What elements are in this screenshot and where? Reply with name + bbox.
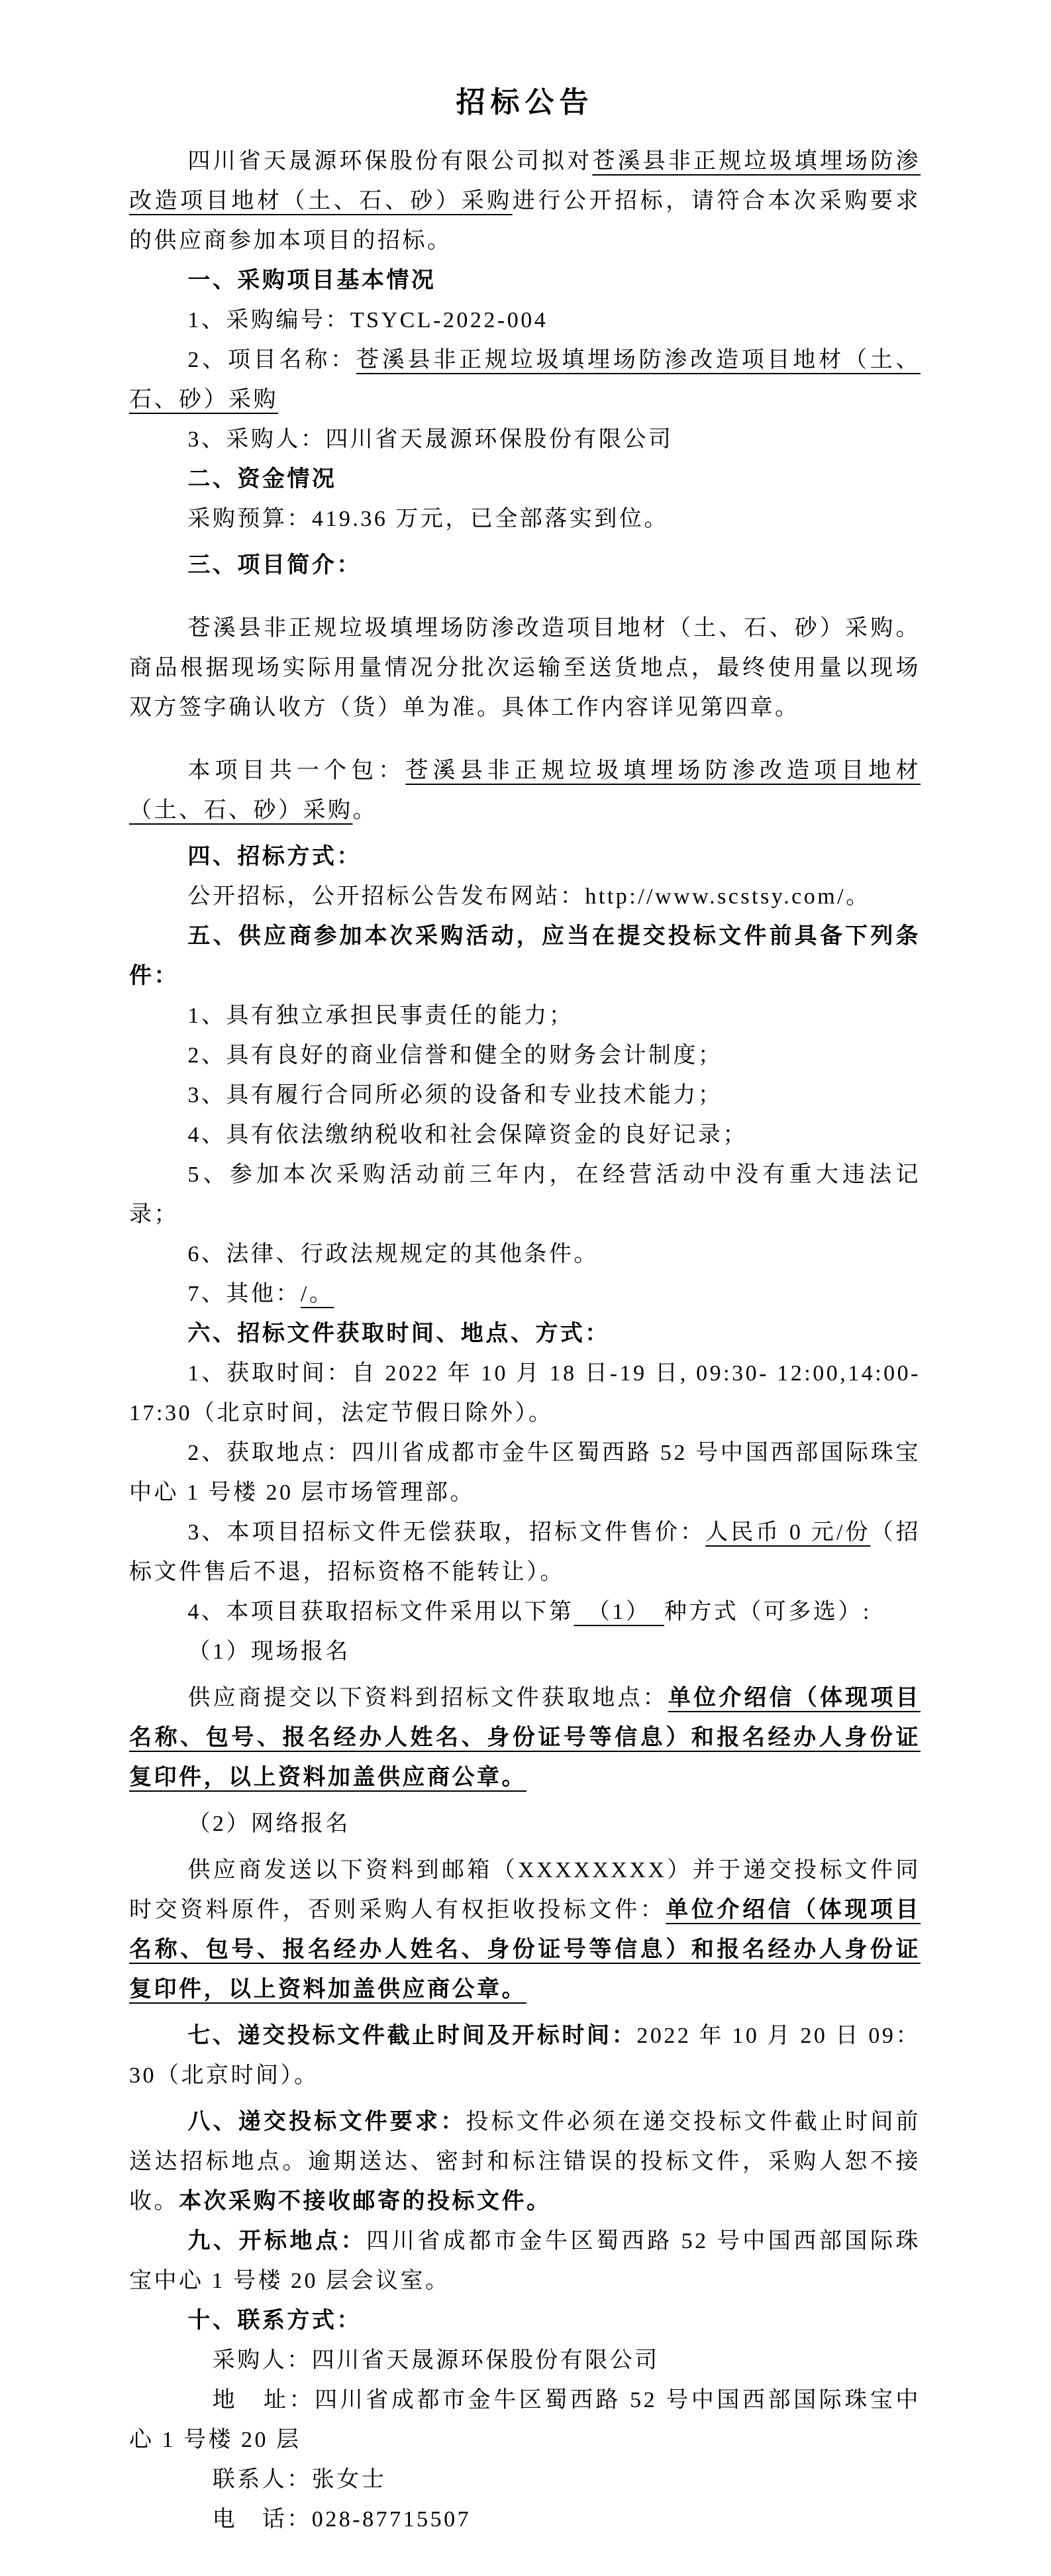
condition-item-5: [129, 1155, 921, 1235]
condition-item-2: [129, 1036, 921, 1076]
text-segment: 3、具有履行合同所必须的设备和专业技术能力；: [187, 1083, 723, 1108]
text-segment: 6、法律、行政法规规定的其他条件。: [187, 1242, 599, 1266]
text-segment: 本次采购不接收邮寄的投标文件。: [179, 2189, 552, 2214]
text-segment: 5、参加本次采购活动前三年内，在经营活动中没有重大违法记录；: [129, 1162, 921, 1227]
text-segment: 2、获取地点：四川省成都市金牛区蜀西路 52 号中国西部国际珠宝中心 1 号楼 20 层市场管理部。: [129, 1441, 921, 1505]
text-segment: 三、项目简介：: [187, 553, 362, 578]
budget-paragraph: [129, 499, 921, 539]
text-segment: 九、开标地点：: [187, 2229, 367, 2253]
text-segment: 3、采购人：四川省天晟源环保股份有限公司: [187, 427, 674, 452]
section-10-heading: [129, 2301, 921, 2341]
text-segment: 7、其他：: [187, 1282, 301, 1306]
text-segment: 4、具有依法缴纳税收和社会保障资金的良好记录；: [187, 1123, 748, 1147]
section-6-heading: [129, 1314, 921, 1354]
document-price-item: [129, 1513, 921, 1592]
text-segment: 四、招标方式：: [187, 845, 362, 869]
text-segment: /。: [300, 1282, 334, 1306]
purchaser-item: [129, 420, 921, 460]
text-segment: 供应商提交以下资料到招标文件获取地点：: [187, 1686, 668, 1710]
package-paragraph: [129, 751, 921, 831]
text-segment: 2、项目名称：: [187, 348, 356, 372]
contact-person-line: [129, 2460, 921, 2500]
text-segment: 十、联系方式：: [187, 2308, 362, 2333]
project-brief-paragraph: [129, 609, 921, 728]
text-segment: 4、本项目获取招标文件采用以下第: [187, 1600, 574, 1624]
text-segment: 1、具有独立承担民事责任的能力；: [187, 1004, 574, 1028]
text-segment: 四川省成都市金牛区蜀西路 52 号中国西部国际珠宝中心 1 号楼 20 层会议室。: [129, 2229, 921, 2293]
text-segment: 五、供应商参加本次采购活动，应当在提交投标文件前具备下列条件：: [129, 924, 921, 988]
text-segment: 苍溪县非正规垃圾填埋场防渗改造项目地材（土、石、砂）采购。商品根据现场实际用量情况分批次运输至送货地点，最终使用量以现场双方签字确认收方（货）单为准。具体工作内容详见第四章。: [129, 616, 921, 720]
online-registration-paragraph: [129, 1851, 921, 2010]
text-segment: 苍溪县非正规垃圾填埋场防渗改造项目地材（土、石、砂）采购: [129, 758, 921, 823]
section-1-heading: [129, 261, 921, 301]
text-segment: 采购预算：419.36 万元，已全部落实到位。: [187, 507, 669, 531]
text-segment: （招标文件售后不退，招标资格不能转让）。: [129, 1520, 921, 1584]
obtain-time-item: [129, 1354, 921, 1433]
text-segment: 七、递交投标文件截止时间及开标时间：: [187, 2024, 637, 2048]
text-segment: 招标公告: [456, 86, 594, 119]
section-3-heading: [129, 546, 921, 586]
text-segment: 进行公开招标，请符合本次采购要求的供应商参加本项目的招标。: [129, 189, 921, 253]
text-segment: 四川省天晟源环保股份有限公司拟对: [187, 149, 593, 174]
text-segment: 3、本项目招标文件无偿获取，招标文件售价：: [187, 1520, 706, 1545]
text-segment: 单位介绍信（体现项目名称、包号、报名经办人姓名、身份证号等信息）和报名经办人身份证复印件，以上资料加盖供应商公章。: [129, 1898, 921, 2002]
section-4-heading: [129, 837, 921, 877]
text-segment: 人民币 0 元/份: [705, 1520, 871, 1545]
document-body: [129, 79, 921, 2540]
condition-item-7: [129, 1274, 921, 1314]
text-segment: 本项目共一个包：: [187, 758, 406, 783]
text-segment: 种方式（可多选）:: [664, 1600, 872, 1624]
contact-purchaser-line: [129, 2341, 921, 2381]
text-segment: 1、采购编号：TSYCL-2022-004: [187, 308, 548, 333]
text-segment: （2）网络报名: [187, 1812, 350, 1836]
section-7-deadline-paragraph: [129, 2016, 921, 2096]
text-segment: 八、递交投标文件要求：: [187, 2110, 466, 2134]
text-segment: （1）现场报名: [187, 1639, 350, 1664]
obtain-method-item: [129, 1592, 921, 1632]
text-segment: 单位介绍信（体现项目名称、包号、报名经办人姓名、身份证号等信息）和报名经办人身份证复印件，以上资料加盖供应商公章。: [129, 1686, 921, 1790]
section-5-heading: [129, 917, 921, 996]
text-segment: 供应商发送以下资料到邮箱（XXXXXXXX）并于递交投标文件同时交资料原件，否则采购人有权拒收投标文件：: [129, 1858, 921, 1922]
doc-title: [129, 79, 921, 126]
text-segment: 六、招标文件获取时间、地点、方式：: [187, 1321, 610, 1346]
text-segment: 1、获取时间：自 2022 年 10 月 18 日-19 日, 09:30- 12:00,14:00-17:30（北京时间，法定节假日除外）。: [129, 1361, 921, 1425]
project-name-item: [129, 340, 921, 420]
onsite-registration-paragraph: [129, 1678, 921, 1798]
condition-item-6: [129, 1235, 921, 1274]
text-segment: 电 话：028-87715507: [212, 2507, 472, 2532]
text-segment: 苍溪县非正规垃圾填埋场防渗改造项目地材（土、石、砂）采购: [129, 149, 921, 213]
section-8-requirements-paragraph: [129, 2102, 921, 2222]
section-9-open-place-paragraph: [129, 2222, 921, 2301]
text-segment: 采购人：四川省天晟源环保股份有限公司: [212, 2348, 660, 2373]
section-2-heading: [129, 460, 921, 499]
text-segment: 公开招标，公开招标公告发布网站：http://www.scstsy.com/。: [187, 884, 871, 909]
text-segment: 2、具有良好的商业信誉和健全的财务会计制度；: [187, 1043, 723, 1068]
text-segment: 地 址：四川省成都市金牛区蜀西路 52 号中国西部国际珠宝中心 1 号楼 20 层: [129, 2388, 921, 2452]
contact-address-line: [129, 2381, 921, 2460]
text-segment: （1）: [574, 1600, 664, 1624]
intro-paragraph: [129, 142, 921, 261]
condition-item-3: [129, 1076, 921, 1115]
text-segment: 投标文件必须在递交投标文件截止时间前送达招标地点。逾期送达、密封和标注错误的投标文件，采购人恕不接收。: [129, 2110, 921, 2214]
online-registration-label: [129, 1804, 921, 1844]
text-segment: 一、采购项目基本情况: [187, 268, 436, 293]
condition-item-4: [129, 1115, 921, 1155]
contact-phone-line: [129, 2500, 921, 2540]
text-segment: 苍溪县非正规垃圾填埋场防渗改造项目地材（土、石、砂）采购: [129, 348, 921, 412]
text-segment: 2022 年 10 月 20 日 09：30（北京时间）。: [129, 2024, 921, 2088]
bidding-method-paragraph: [129, 877, 921, 917]
text-segment: 二、资金情况: [187, 467, 337, 491]
condition-item-1: [129, 996, 921, 1036]
text-segment: 联系人：张女士: [212, 2467, 387, 2492]
purchase-number-item: [129, 301, 921, 340]
text-segment: 。: [352, 798, 377, 823]
obtain-place-item: [129, 1433, 921, 1513]
onsite-registration-label: [129, 1632, 921, 1672]
